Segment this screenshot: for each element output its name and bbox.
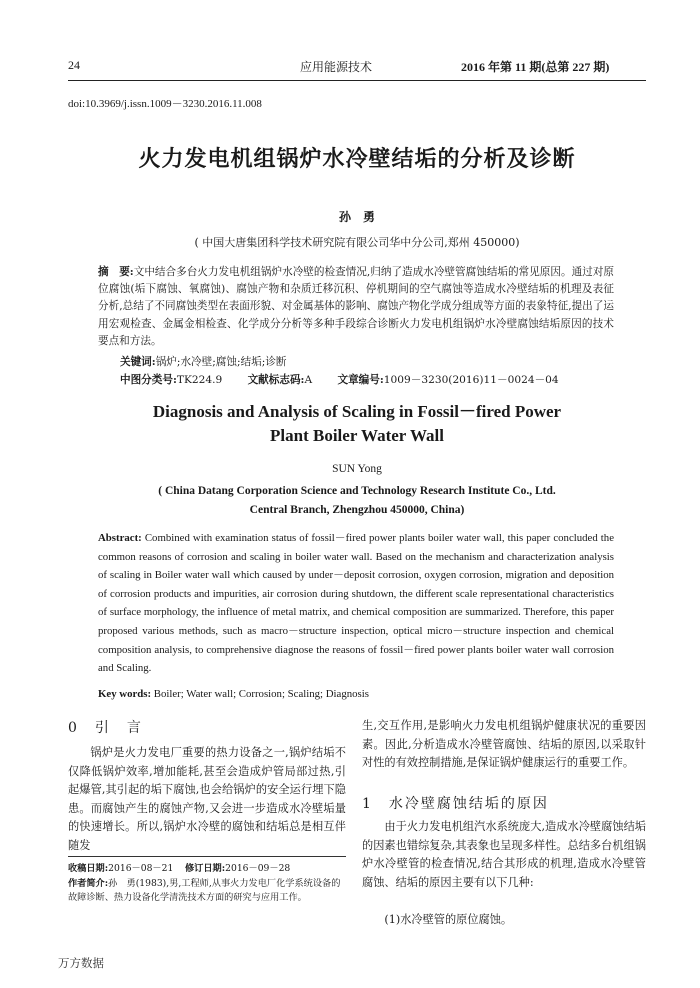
keywords-english bbox=[98, 688, 369, 700]
abstract-chinese bbox=[98, 264, 614, 350]
keywords-chinese-text: 锅炉;水冷壁;腐蚀;结垢;诊断 bbox=[155, 356, 287, 368]
section0-body: 锅炉是火力发电厂重要的热力设备之一,锅炉结垢不仅降低锅炉效率,增加能耗,甚至会造成炉管局部过热,引起爆管,其引起的垢下腐蚀,也会给锅炉的安全运行埋下隐患。而腐蚀产生的腐蚀产物,又会进一步造成水冷壁垢量的快速增长。所以,锅炉水冷壁的腐蚀和结垢总是相互伴随发 bbox=[68, 746, 346, 852]
abstract-english-label: Abstract: bbox=[98, 532, 142, 544]
section0-heading: 0 引 言 bbox=[68, 720, 143, 736]
keywords-english-text: Boiler; Water wall; Corrosion; Scaling; Diagnosis bbox=[153, 688, 369, 700]
classification-row bbox=[120, 372, 581, 387]
section0-continuation: 生,交互作用,是影响火力发电机组锅炉健康状况的重要因素。因此,分析造成水冷壁管腐蚀、结垢的原因,以采取针对性的有效控制措施,是保证锅炉健康运行的重要工作。 bbox=[362, 719, 646, 770]
footnote-dates: 收稿日期:2016－08－21 修订日期:2016－09－28 bbox=[68, 863, 291, 874]
clc-number: 中图分类号:TK224.9 bbox=[120, 374, 223, 386]
page-number: 24 bbox=[68, 58, 80, 72]
affiliation-english-line2: Central Branch, Zhengzhou 450000, China) bbox=[249, 504, 465, 516]
title-english bbox=[68, 400, 646, 448]
footnote-author: 作者简介:孙 勇(1983),男,工程师,从事火力发电厂化学系统设备的故障诊断、热力设备化学清洗技术方面的研究与应用工作。 bbox=[68, 877, 341, 904]
section1-heading: 1 水冷壁腐蚀结垢的原因 bbox=[362, 796, 549, 812]
title-english-line2: Plant Boiler Water Wall bbox=[270, 426, 444, 445]
section1-body: 由于火力发电机组汽水系统庞大,造成水冷壁腐蚀结垢的因素也错综复杂,其表象也呈现多样性。总结多台机组锅炉水冷壁管的检查情况,结合其形成的机理,造成水冷壁管腐蚀、结垢的原因主要有以下几种: bbox=[362, 820, 646, 889]
watermark: 万方数据 bbox=[58, 956, 104, 970]
abstract-chinese-label: 摘 要: bbox=[98, 266, 134, 278]
keywords-english-label: Key words: bbox=[98, 688, 152, 700]
issue-info: 2016 年第 11 期(总第 227 期) bbox=[461, 60, 610, 74]
author-chinese: 孙 勇 bbox=[338, 210, 375, 224]
title-chinese: 火力发电机组锅炉水冷壁结垢的分析及诊断 bbox=[138, 146, 576, 172]
footnote-rule bbox=[68, 856, 346, 857]
keywords-chinese-label: 关键词: bbox=[120, 356, 156, 368]
title-english-line1: Diagnosis and Analysis of Scaling in Fossil－fired Power bbox=[152, 402, 562, 421]
abstract-chinese-text: 文中结合多台火力发电机组锅炉水冷壁的检查情况,归纳了造成水冷壁管腐蚀结垢的常见原因。通过对原位腐蚀(垢下腐蚀、氧腐蚀)、腐蚀产物和杂质迁移沉积、停机期间的空气腐蚀等造成水冷壁结垢的机理及表征分析,总结了不同腐蚀类型在表面形貌、对金属基体的影响、腐蚀产物化学成分组成等方面的表象特征,提出了运用宏观检查、金属金相检查、化学成分分析等多种手段综合诊断火力发电机组锅炉水冷壁腐蚀结垢原因的技术要点和方法。 bbox=[98, 266, 614, 347]
abstract-english bbox=[98, 529, 614, 678]
journal-name: 应用能源技术 bbox=[300, 60, 373, 74]
affiliation-english bbox=[68, 482, 646, 520]
author-english: SUN Yong bbox=[332, 463, 382, 475]
document-code: 文献标志码:A bbox=[247, 374, 313, 386]
keywords-chinese bbox=[120, 354, 287, 369]
section1-item1: (1)水冷壁管的原位腐蚀。 bbox=[384, 913, 513, 926]
doi: doi:10.3969/j.issn.1009－3230.2016.11.008 bbox=[68, 98, 262, 110]
abstract-english-text: Combined with examination status of fossil－fired power plants boiler water wall, this paper concluded the common reasons of corrosion and scaling in boiler water wall. Based on the mechanism and characterization analysis of scaling in Boiler water wall which caused by under－deposit corrosion, oxygen corrosion, migration and deposition of corrosion products and impurities, air corrosion during shutdown, the different scale representational characteristics of surface morphology, the influence of metal matrix, and chemical composition are summarized. Therefore, this paper proposed various methods, such as macro－structure inspection, optical micro－structure inspection and chemical composition analysis, to comprehensive diagnose the reasons of fossil－fired power plants boiler water wall corrosion and Scaling. bbox=[98, 532, 614, 675]
footnote bbox=[68, 862, 346, 906]
affiliation-chinese: ( 中国大唐集团科学技术研究院有限公司华中分公司,郑州 450000) bbox=[194, 236, 520, 249]
header-rule bbox=[68, 80, 646, 81]
article-number: 文章编号:1009－3230(2016)11－0024－04 bbox=[337, 374, 559, 386]
affiliation-english-line1: ( China Datang Corporation Science and Technology Research Institute Co., Ltd. bbox=[158, 485, 556, 497]
